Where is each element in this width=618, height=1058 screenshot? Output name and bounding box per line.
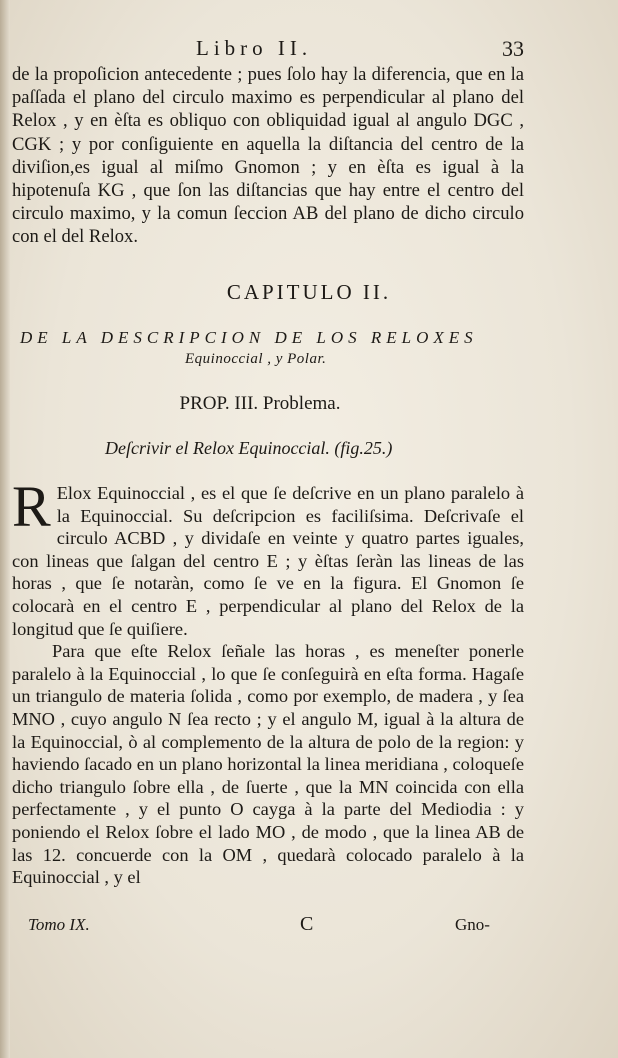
paragraph-2: Para que eſte Relox ſeñale las horas , es meneſter ponerle paralelo à la Equinoccial , lo que ſe conſeguirà en eſta forma. Hagaſe un triangulo de materia ſolida , como por exemplo, de madera , y ſea MNO , cuyo angulo N ſea recto ; y el angulo M, igual à la altura de la Equinoccial, ò al complemento de la altura de polo de la region: y haviendo ſacado en un plano horizontal la linea meridiana , coloqueſe dicho triangulo ſobre ella , de ſuerte , que la MN coincida con ella perfectamente , y el punto O cayga à la parte del Mediodia : y poniendo el Relox ſobre el lado MO , de modo , que la linea AB de las 12. concuerde con la OM , quedarà colocado paralelo à la Equinoccial , y el (12, 641, 524, 888)
chapter-title: CAPITULO II. (226, 280, 392, 304)
page-footer (0, 915, 618, 945)
footer-volume: Tomo IX. (28, 915, 90, 934)
chapter-subtitle-line1: DE LA DESCRIPCION DE LOS RELOXES (20, 328, 478, 347)
top-paragraph-block (12, 63, 524, 249)
drop-cap: R (12, 474, 51, 539)
proposition-label: PROP. III. Problema. (179, 393, 341, 414)
chapter-subtitle-line2: Equinoccial , y Polar. (185, 351, 327, 367)
main-text-block (12, 474, 524, 889)
proposition-heading: Deſcrivir el Relox Equinoccial. (fig.25.) (105, 438, 393, 458)
top-paragraph: de la propoſicion antecedente ; pues ſolo hay la diferencia, que en la paſſada el plano del circulo maximo es perpendicular al plano del Relox , y en èſta es obliquo con obliquidad igual al angulo DGC , CGK ; y por conſiguiente en aquella la diſtancia del centro de la diviſion,es igual al miſmo Gnomon ; y en èſta es igual à la hipotenuſa KG , que ſon las diſtancias que hay entre el centro del circulo maximo, y la comun ſeccion AB del plano de dicho circulo con el del Relox. (12, 64, 524, 248)
paragraph-1-text: Elox Equinoccial , es el que ſe deſcrive en un plano paralelo à la Equinoccial. Su deſcripcion es faciliſsima. Deſcrivaſe el circulo ACBD , y dividaſe en veinte y quatro partes iguales, con lineas que ſalgan del centro E ; y èſtas ſeràn las lineas de las horas , que ſe notaràn, como ſe ve en la figura. El Gnomon ſe colocarà en el centro E , perpendicular al plano del Relox de la longitud que ſe quiſiere. (12, 483, 524, 639)
footer-catchword: Gno- (455, 915, 490, 934)
page-gutter (0, 0, 10, 1058)
paragraph-1 (12, 474, 524, 640)
page-number: 33 (502, 36, 524, 61)
footer-signature: C (300, 913, 314, 935)
running-head (0, 36, 618, 66)
running-head-title: Libro II. (196, 36, 313, 60)
